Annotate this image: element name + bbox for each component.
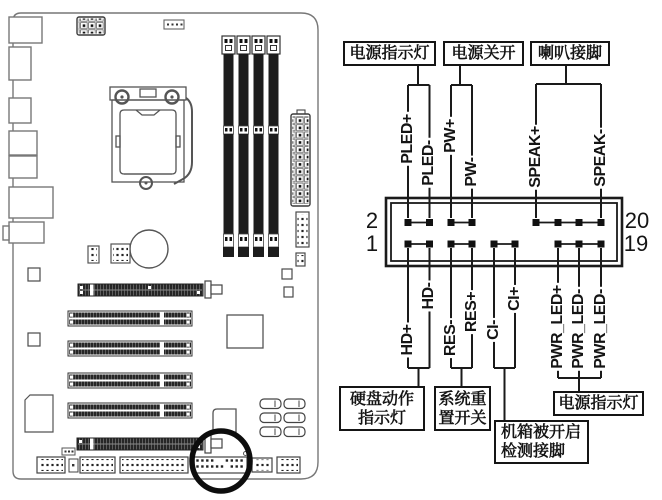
pin-label-pled-minus: PLED- <box>420 140 437 186</box>
bios-chip <box>25 395 53 432</box>
label-speaker: 喇叭接脚 <box>537 45 602 62</box>
pin-label-hd-plus: HD+ <box>399 324 416 356</box>
pcie-x16-slot-1 <box>78 281 222 298</box>
atx-12v-connector <box>77 17 105 35</box>
pin-label-ci-minus: CI- <box>485 320 502 340</box>
pin-number-20: 20 <box>624 208 650 233</box>
label-box-reset-switch <box>434 386 491 431</box>
label-power-switch: 电源关开 <box>451 45 516 62</box>
pin-label-hd-minus: HD- <box>420 282 437 310</box>
cmos-battery <box>130 230 168 268</box>
label-hdd-line1: 硬盘动作 <box>349 390 414 408</box>
pin-label-pwr-led-plus: PWR_LED+ <box>549 285 566 369</box>
label-box-hdd-led <box>339 386 425 431</box>
atx-24pin-connector <box>291 110 310 206</box>
label-box-chassis-intrusion <box>494 420 589 464</box>
pin-number-2: 2 <box>365 208 379 233</box>
chipset <box>227 315 263 348</box>
label-box-power-switch <box>443 41 524 66</box>
label-box-power-led-top <box>343 41 436 66</box>
label-box-power-led-bottom <box>553 391 644 416</box>
pin-label-speak-plus: SPEAK+ <box>527 126 544 188</box>
label-box-speaker <box>530 41 610 66</box>
label-chassis-line1: 机箱被开启 <box>501 424 582 441</box>
pin-label-pwr-led-minus2: PWR_LED- <box>592 289 609 369</box>
pin-label-ci-plus: CI+ <box>506 287 523 311</box>
pin-label-pled-plus: PLED+ <box>399 114 416 164</box>
pin-label-res-plus: RES+ <box>463 291 480 333</box>
label-reset-line1: 系统重 <box>438 390 487 408</box>
pin-label-pw-plus: PW+ <box>442 119 459 153</box>
pin-number-1: 1 <box>365 231 379 256</box>
label-power-led-bottom: 电源指示灯 <box>558 395 639 412</box>
pin-label-speak-minus: SPEAK- <box>592 129 609 187</box>
pin-label-res-minus: RES- <box>442 319 459 357</box>
motherboard-illustration <box>3 13 318 491</box>
pin-label-pw-minus: PW- <box>463 157 480 187</box>
pin-label-pwr-led-minus1: PWR_LED- <box>570 289 587 369</box>
pin-number-19: 19 <box>623 231 649 256</box>
label-hdd-line2: 指示灯 <box>357 409 406 427</box>
label-reset-line2: 置开关 <box>438 409 487 427</box>
cpu-fan-header <box>164 20 184 29</box>
label-power-led-top: 电源指示灯 <box>349 45 430 62</box>
connector-outer <box>386 198 622 266</box>
label-chassis-line2: 检测接脚 <box>501 443 566 460</box>
